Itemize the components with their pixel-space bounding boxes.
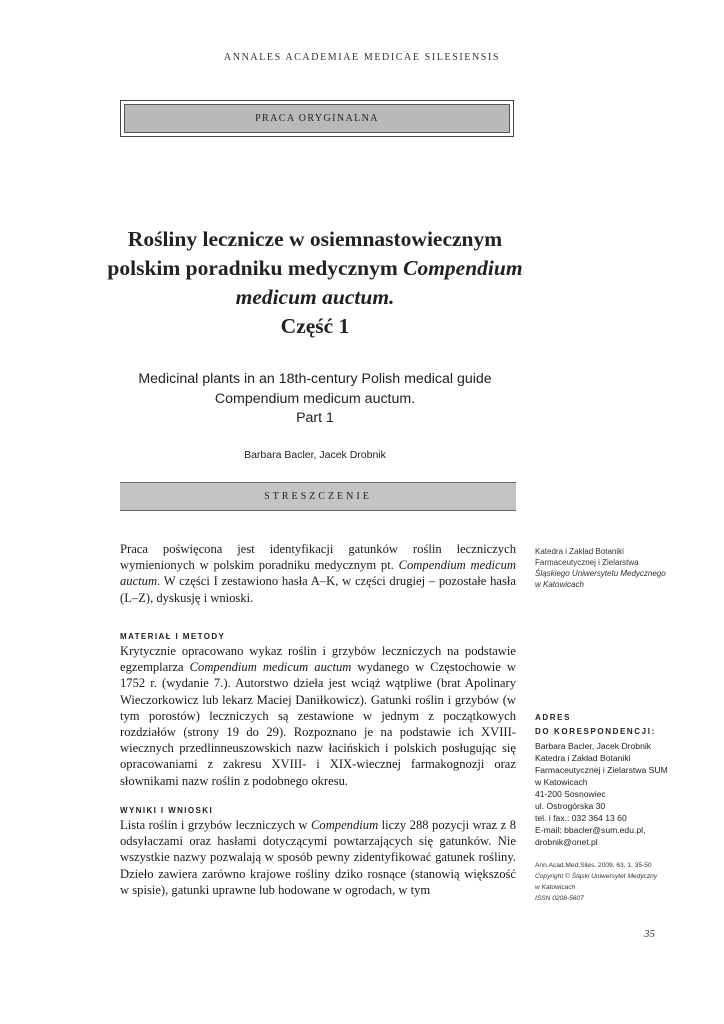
page-number: 35 bbox=[644, 928, 655, 940]
correspondence-heading: ADRES DO KORESPONDENCJI: bbox=[535, 713, 656, 736]
abstract-paragraph: Praca poświęcona jest identyfikacji gatunków roślin leczniczych wymienionych w polskim poradniku medycznym pt. Compendium medicum auctum. W części I zestawiono hasła A–K, w części drugiej – pozostałe hasła (L–Z), dyskusję i wnioski. bbox=[120, 542, 516, 605]
citation-block: Ann.Acad.Med.Siles. 2009, 63, 1, 35-50 Copyright © Śląski Uniwersytet Medyczny w Katowicach ISSN 0208-5607 bbox=[535, 862, 658, 902]
polish-title-line: Rośliny lecznicze w osiemnastowiecznym bbox=[127, 227, 503, 251]
polish-title bbox=[100, 225, 530, 341]
address-line: w Katowicach bbox=[535, 777, 588, 787]
email-line: drobnik@onet.pl bbox=[535, 837, 598, 847]
address-line: Katedra i Zakład Botaniki bbox=[535, 753, 631, 763]
address-line: Farmaceutycznej i Zielarstwa SUM bbox=[535, 765, 668, 775]
english-title-line: Compendium medicum auctum. bbox=[214, 390, 416, 407]
address-line: 41-200 Sosnowiec bbox=[535, 789, 606, 799]
methods-heading: MATERIAŁ I METODY bbox=[120, 632, 226, 641]
polish-title-part: Część 1 bbox=[280, 314, 350, 338]
journal-name: ANNALES ACADEMIAE MEDICAE SILESIENSIS bbox=[223, 52, 501, 63]
authors: Barbara Bacler, Jacek Drobnik bbox=[244, 449, 386, 461]
article-type-label: PRACA ORYGINALNA bbox=[124, 104, 510, 133]
polish-title-line: polskim poradniku medycznym Compendium bbox=[107, 256, 523, 280]
address-line: ul. Ostrogórska 30 bbox=[535, 801, 606, 811]
methods-paragraph: Krytycznie opracowano wykaz roślin i grzybów leczniczych na podstawie egzemplarza Compendium medicum auctum wydanego w Częstochowie w 1752 r. (wydanie 7.). Autorstwo dzieła jest wciąż wątpliwe (brat Apolinary Wieczorkowicz lub lekarz Maciej Daniłkowicz). Gatunki roślin i grzybów (w tym porostów) leczniczych są zestawione w jednym z początkowych rozdziałów (strony 19 do 29). Rozpoznano je na podstawie ich XVIII-wiecznych przedlinneuszowskich nazw łacińskich i polskich posługując się opracowaniami z zakresu XVIII- i XIX-wiecznej farmakognozji oraz słownikami nazw roślin z podobnego okresu. bbox=[120, 644, 516, 788]
correspondence-address bbox=[535, 740, 695, 848]
english-title-part: Part 1 bbox=[296, 410, 334, 426]
english-title bbox=[100, 370, 530, 429]
english-title-line: Medicinal plants in an 18th-century Polish medical guide bbox=[138, 371, 492, 387]
article-type-box bbox=[120, 100, 514, 137]
affiliation: Katedra i Zakład Botaniki Farmaceutycznej i Zielarstwa Śląskiego Uniwersytetu Medycznego w Katowicach bbox=[535, 547, 666, 589]
results-heading: WYNIKI I WNIOSKI bbox=[120, 806, 214, 815]
address-line: Barbara Bacler, Jacek Drobnik bbox=[535, 741, 652, 751]
address-line: tel. i fax.: 032 364 13 60 bbox=[535, 813, 627, 823]
email-line: E-mail: bbacler@sum.edu.pl, bbox=[535, 825, 646, 835]
abstract-heading: STRESZCZENIE bbox=[120, 482, 516, 511]
results-paragraph: Lista roślin i grzybów leczniczych w Compendium liczy 288 pozycji wraz z 8 odsyłaczami oraz hasłami dotyczącymi powtarzających się gatunków. Nie wszystkie nazwy pozwalają w sposób pewny zidentyfikować gatunek rośliny. Dzieło zawiera zarówno krajowe rośliny dziko rosnące (stanowią większość w spisie), gatunki uprawne lub hodowane w ogrodach, w tym bbox=[120, 818, 516, 897]
polish-title-line: medicum auctum. bbox=[235, 285, 395, 309]
